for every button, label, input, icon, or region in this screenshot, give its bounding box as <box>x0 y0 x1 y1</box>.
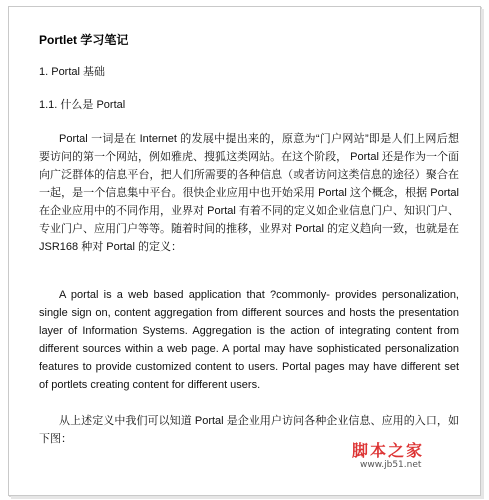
document-page <box>8 6 481 496</box>
watermark-logo-text: 脚本之家 <box>352 441 425 460</box>
site-watermark <box>352 438 472 478</box>
paragraph-conclusion-cn: 从上述定义中我们可以知道 Portal 是企业用户访问各种企业信息、应用的入口，如下图： <box>39 415 459 445</box>
paragraph-portal-definition-cn: Portal 一词是在 Internet 的发展中提出来的，原意为“门户网站”即是人们上网后想要访问的第一个网站，例如雅虎、搜狐这类网站。在这个阶段， Portal 还是作为一个面向广泛群体的信息平台，把人们所需要的各种信息（或者访问这类信息的途径）聚合在一起，是一个信息集中平台。很快企业应用中也开始采用 Portal 这个概念，根据 Portal 在企业应用中的不同作用，业界对 Portal 有着不同的定义如企业信息门户、知识门户、专业门户、应用门户等等。随着时间的推移，业界对 Portal 的定义趋向一致，也就是在 JSR168 种对 Portal 的定义： <box>39 133 459 253</box>
section-heading-portal-basics: 1. Portal 基础 <box>39 66 106 78</box>
subsection-heading-what-is-portal: 1.1. 什么是 Portal <box>39 99 126 111</box>
document-content <box>39 31 459 448</box>
watermark-url: www.jb51.net <box>360 460 422 470</box>
paragraph-jsr168-definition-en: A portal is a web based application that ?commonly- provides personalization, single sign on, content aggregation from different sources and hosts the presentation layer of Information Systems. Aggregation is the action of integrating content from different sources within a web page. A portal may have sophisticated personalization features to provide customized content to users. Portal pages may have different set of portlets creating content for different users. <box>39 289 459 391</box>
document-title: Portlet 学习笔记 <box>39 33 129 47</box>
